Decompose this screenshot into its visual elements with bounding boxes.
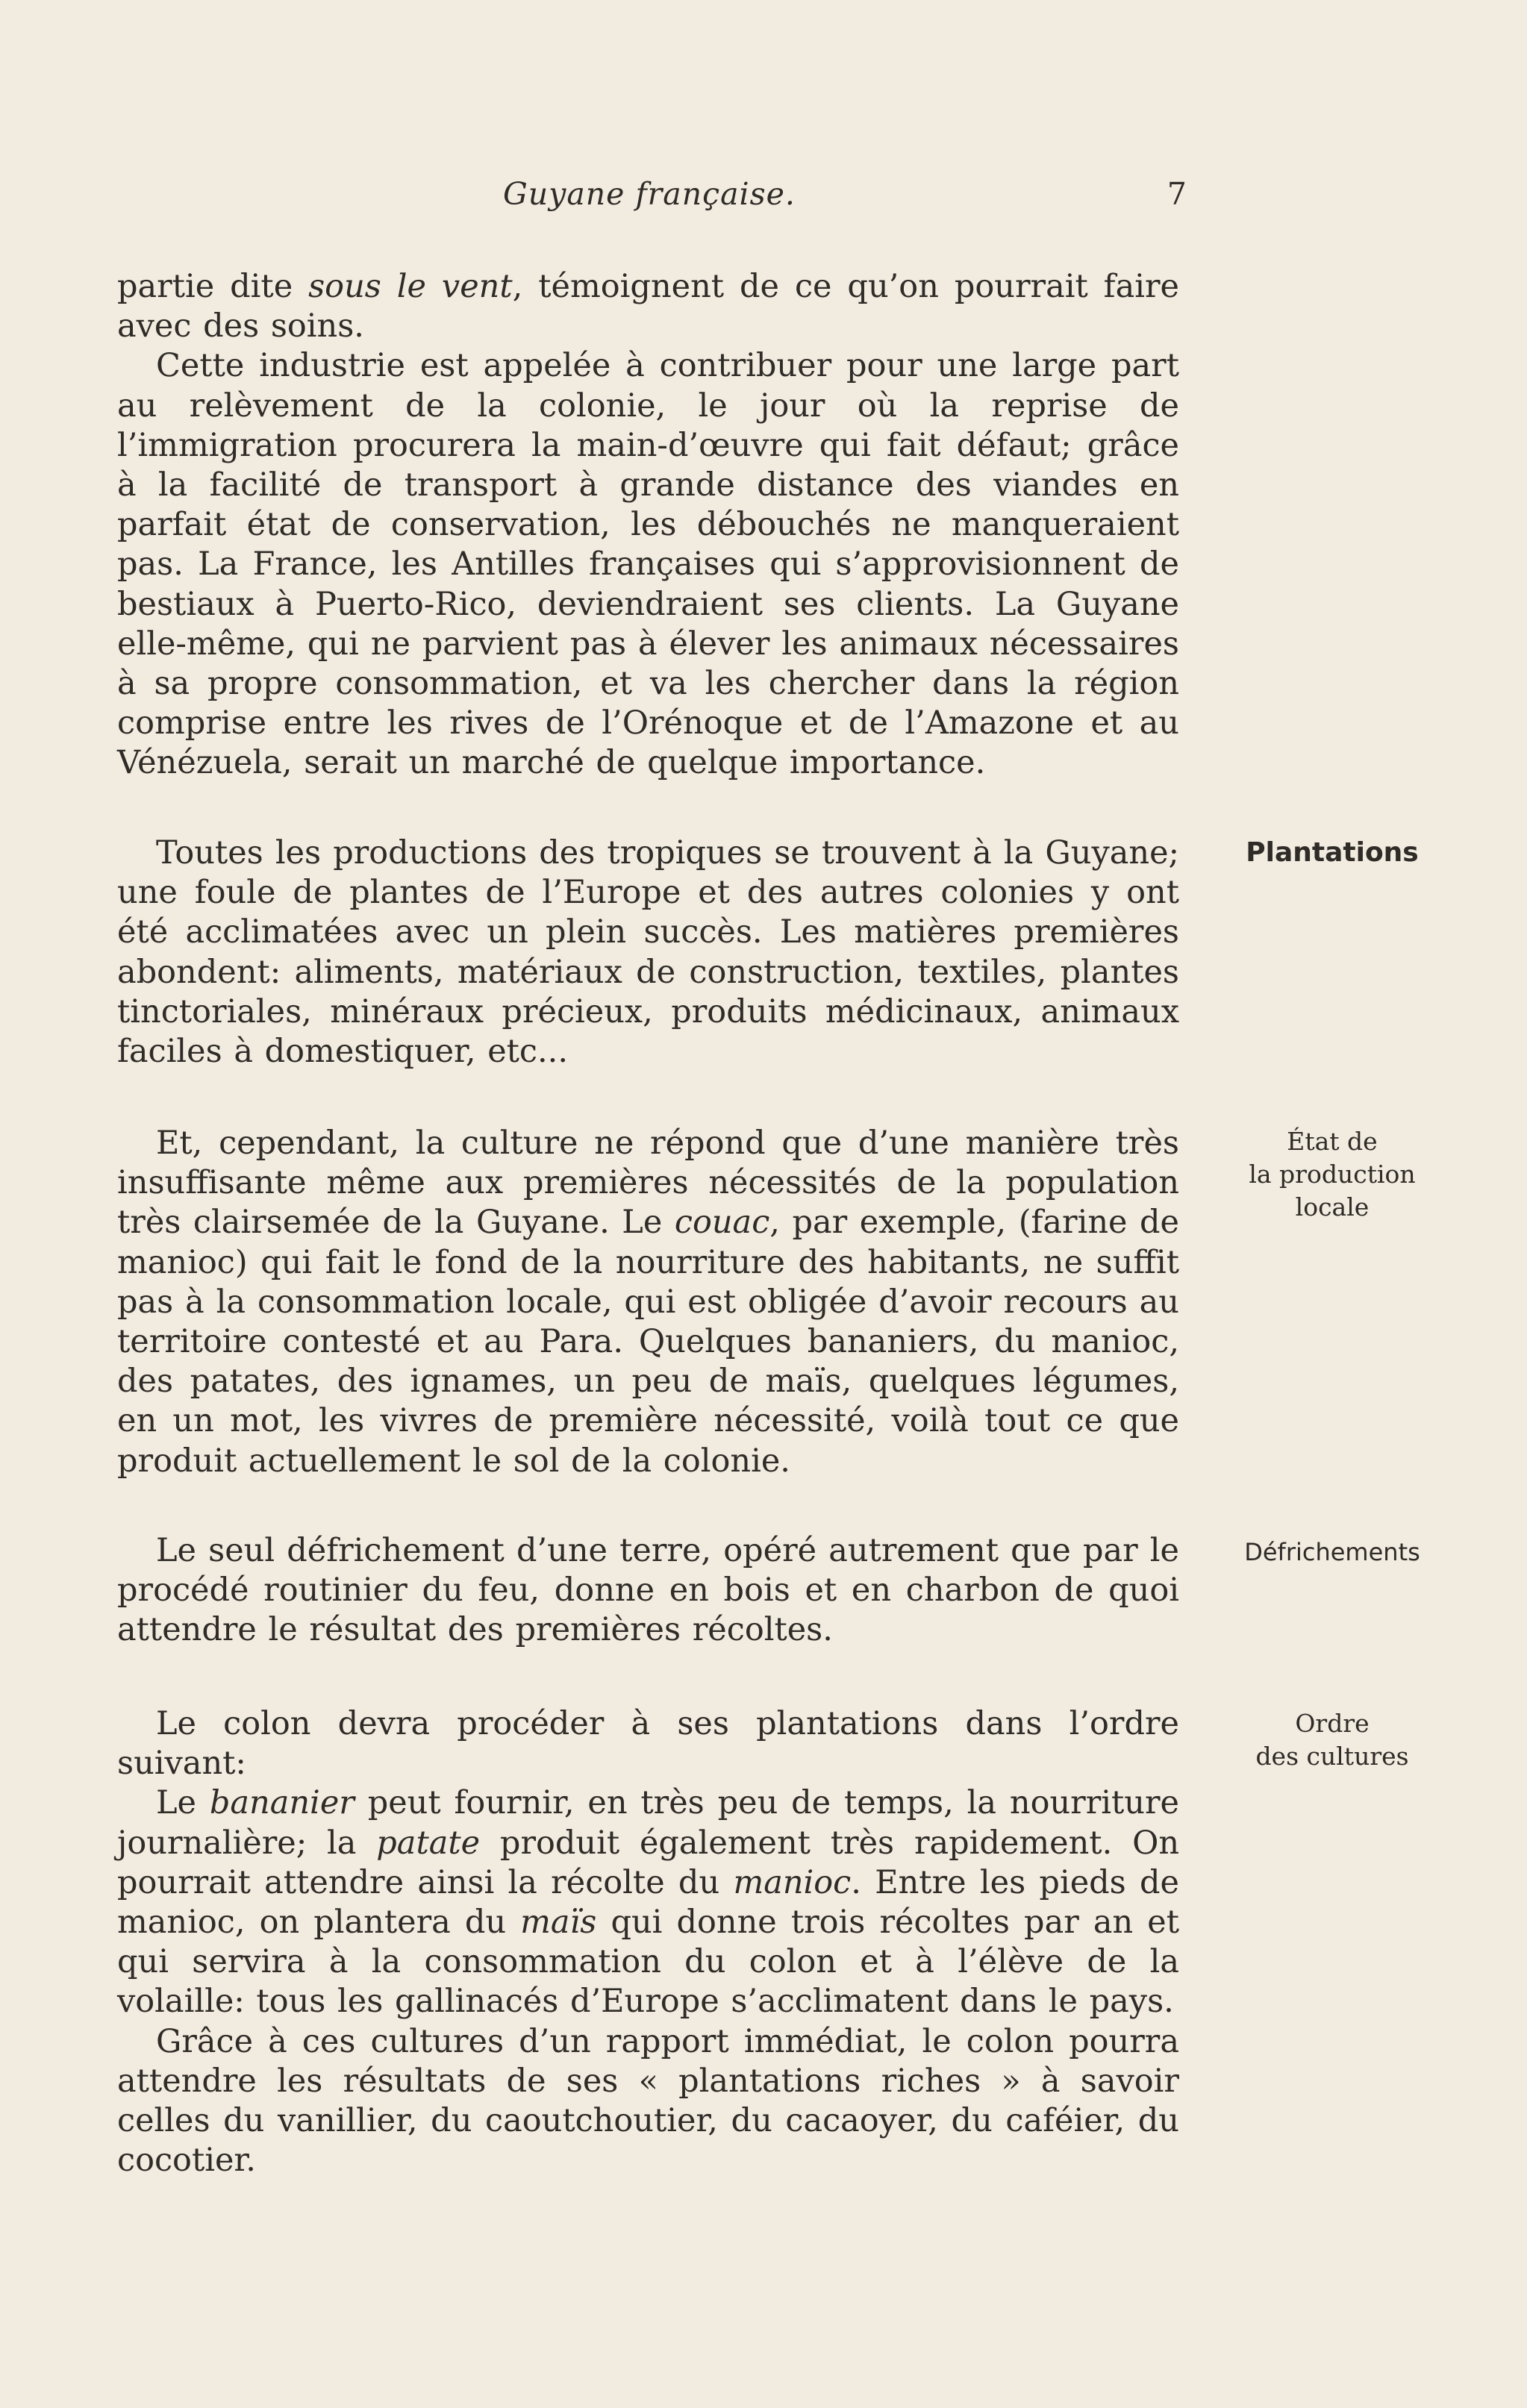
paragraph-1: partie dite sous le vent, témoignent de ce qu’on pourrait faire avec des soins. <box>117 268 1179 345</box>
margin-note-defrichements: Défrichements <box>1244 1538 1420 1566</box>
paragraph-4: Et, cependant, la culture ne répond que d’une manière très insuffisante même aux premières nécessités de la population très clairsemée de la Guyane. Le couac, par exemple, (farine de manioc) qui fait le fond de la nourriture des habitants, ne suffit pas à la consommation locale, qui est obligée d’avoir recours au territoire contesté et au Para. Quelques bananiers, du manioc, des patates, des ignames, un peu de maïs, quelques légumes, en un mot, les vivres de première nécessité, voilà tout ce que produit actuellement le sol de la colonie. <box>117 1125 1180 1480</box>
paragraph-7: Le bananier peut fournir, en très peu de temps, la nourriture journalière; la patate produit également très rapidement. On pourrait attendre ainsi la récolte du manioc. Entre les pieds de manioc, on plantera du maïs qui donne trois récoltes par an et qui servira à la consommation du colon et à l’élève de la volaille: tous les gallinacés d’Europe s’acclimatent dans le pays. <box>117 1784 1180 2021</box>
page-number: 7 <box>1167 176 1187 212</box>
running-title: Guyane française. <box>503 176 796 212</box>
text-block-productions <box>117 834 1179 1072</box>
text-block-defrichement <box>117 1531 1179 1651</box>
page-header <box>112 176 1187 221</box>
margin-note-etat-production: État de la production locale <box>1249 1127 1416 1222</box>
paragraph-6: Le colon devra procéder à ses plantations dans l’ordre suivant: <box>117 1705 1179 1783</box>
paragraph-2: Cette industrie est appelée à contribuer pour une large part au relèvement de la colonie, le jour où la reprise de l’immigration procurera la main-d’œuvre qui fait défaut; grâce à la facilité de transport à grande distance des viandes en parfait état de conservation, les débouchés ne manqueraient pas. La France, les Antilles françaises qui s’approvisionnent de bestiaux à Puerto-Rico, deviendraient ses clients. La Guyane elle-même, qui ne parvient pas à élever les animaux nécessaires à sa propre consommation, et va les chercher dans la région comprise entre les rives de l’Orénoque et de l’Amazone et au Vénézuela, serait un marché de quelque importance. <box>117 347 1179 782</box>
text-block-production-state <box>117 1124 1179 1481</box>
margin-note-plantations: Plantations <box>1246 837 1419 868</box>
text-block-ordre-cultures <box>117 1704 1179 2180</box>
paragraph-3: Toutes les productions des tropiques se trouvent à la Guyane; une foule de plantes de l’Europe et des autres colonies y ont été acclimatées avec un plein succès. Les matières premières abondent: aliments, matériaux de construction, textiles, plantes tinctoriales, minéraux précieux, produits médicinaux, animaux faciles à domestiquer, etc... <box>117 834 1179 1071</box>
margin-note-ordre-cultures: Ordre des cultures <box>1255 1709 1409 1771</box>
paragraph-5: Le seul défrichement d’une terre, opéré autrement que par le procédé routinier du feu, donne en bois et en charbon de quoi attendre le résultat des premières récoltes. <box>117 1532 1179 1649</box>
paragraph-8: Grâce à ces cultures d’un rapport immédiat, le colon pourra attendre les résultats de ses « plantations riches » à savoir celles du vanillier, du caoutchoutier, du cacaoyer, du caféier, du cocotier. <box>117 2022 1179 2180</box>
text-block-livestock <box>117 267 1179 784</box>
